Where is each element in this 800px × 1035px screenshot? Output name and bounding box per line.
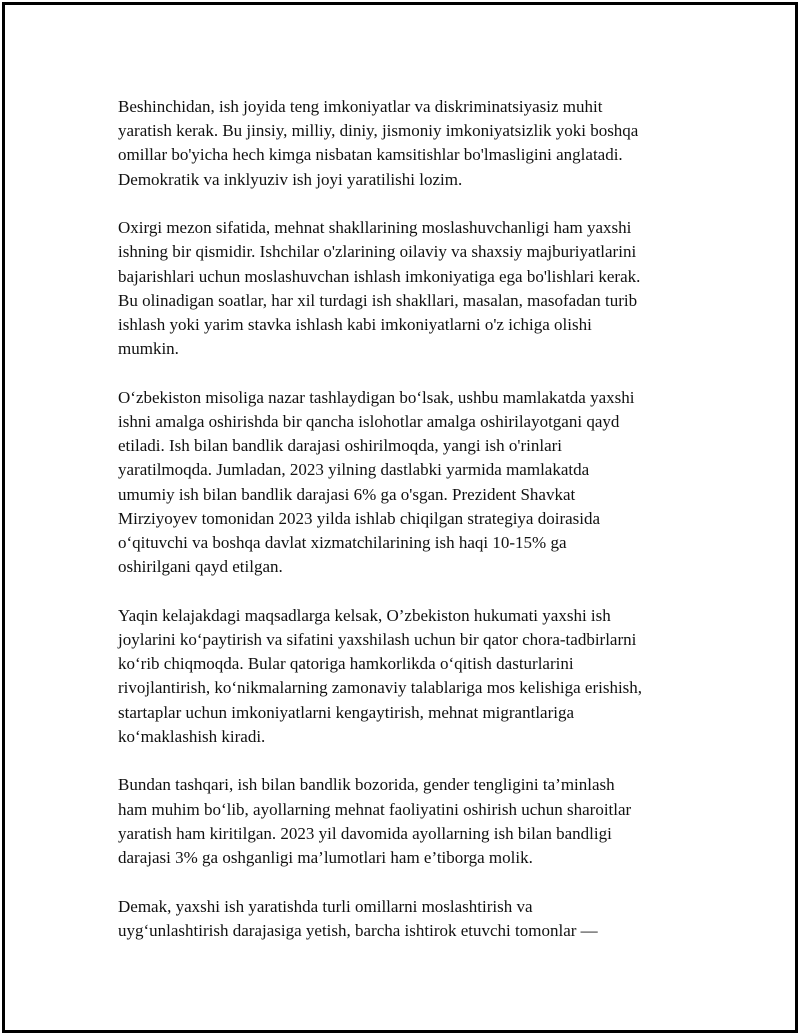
- paragraph-5: Bundan tashqari, ish bilan bandlik bozorida, gender tengligini ta’minlash ham muhim bo‘lib, ayollarning mehnat faoliyatini oshirish uchun sharoitlar yaratish ham kiritilgan. 2023 yil davomida ayollarning ish bilan bandligi darajasi 3% ga oshganligi ma’lumotlari ham e’tiborga molik.: [118, 775, 632, 868]
- paragraph-3: O‘zbekiston misoliga nazar tashlaydigan bo‘lsak, ushbu mamlakatda yaxshi ishni amalga oshirishda bir qancha islohotlar amalga oshirilayotgani qayd etiladi. Ish bilan bandlik darajasi oshirilmoqda, yangi ish o'rinlari yaratilmoqda. Jumladan, 2023 yilning dastlabki yarmida mamlakatda umumiy ish bilan bandlik darajasi 6% ga o'sgan. Prezident Shavkat Mirziyoyev tomonidan 2023 yilda ishlab chiqilgan strategiya doirasida o‘qituvchi va boshqa davlat xizmatchilarining ish haqi 10-15% ga oshirilgani qayd etilgan.: [118, 387, 635, 577]
- paragraph-2: Oxirgi mezon sifatida, mehnat shakllarining moslashuvchanligi ham yaxshi ishning bir qismidir. Ishchilar o'zlarining oilaviy va shaxsiy majburiyatlarini bajarishlari uchun moslashuvchan ishlash imkoniyatiga ega bo'lishlari kerak. Bu olinadigan soatlar, har xil turdagi ish shakllari, masalan, masofadan turib ishlash yoki yarim stavka ishlash kabi imkoniyatlarni o'z ichiga olishi mumkin.: [118, 218, 641, 359]
- document-body: [118, 95, 678, 967]
- paragraph-4: Yaqin kelajakdagi maqsadlarga kelsak, O’zbekiston hukumati yaxshi ish joylarini ko‘paytirish va sifatini yaxshilash uchun bir qator chora-tadbirlarni ko‘rib chiqmoqda. Bular qatoriga hamkorlikda o‘qitish dasturlarini rivojlantirish, ko‘nikmalarning zamonaviy talablariga mos kelishiga erishish, startaplar uchun imkoniyatlarni kengaytirish, mehnat migrantlariga ko‘maklashish kiradi.: [118, 605, 643, 746]
- paragraph-1: Beshinchidan, ish joyida teng imkoniyatlar va diskriminatsiyasiz muhit yaratish kerak. Bu jinsiy, milliy, diniy, jismoniy imkoniyatsizlik yoki boshqa omillar bo'yicha hech kimga nisbatan kamsitishlar bo'lmasligini anglatadi. Demokratik va inklyuziv ish joyi yaratilishi lozim.: [118, 97, 639, 189]
- paragraph-6: Demak, yaxshi ish yaratishda turli omillarni moslashtirish va uyg‘unlashtirish darajasiga yetish, barcha ishtirok etuvchi tomonlar —: [118, 896, 598, 940]
